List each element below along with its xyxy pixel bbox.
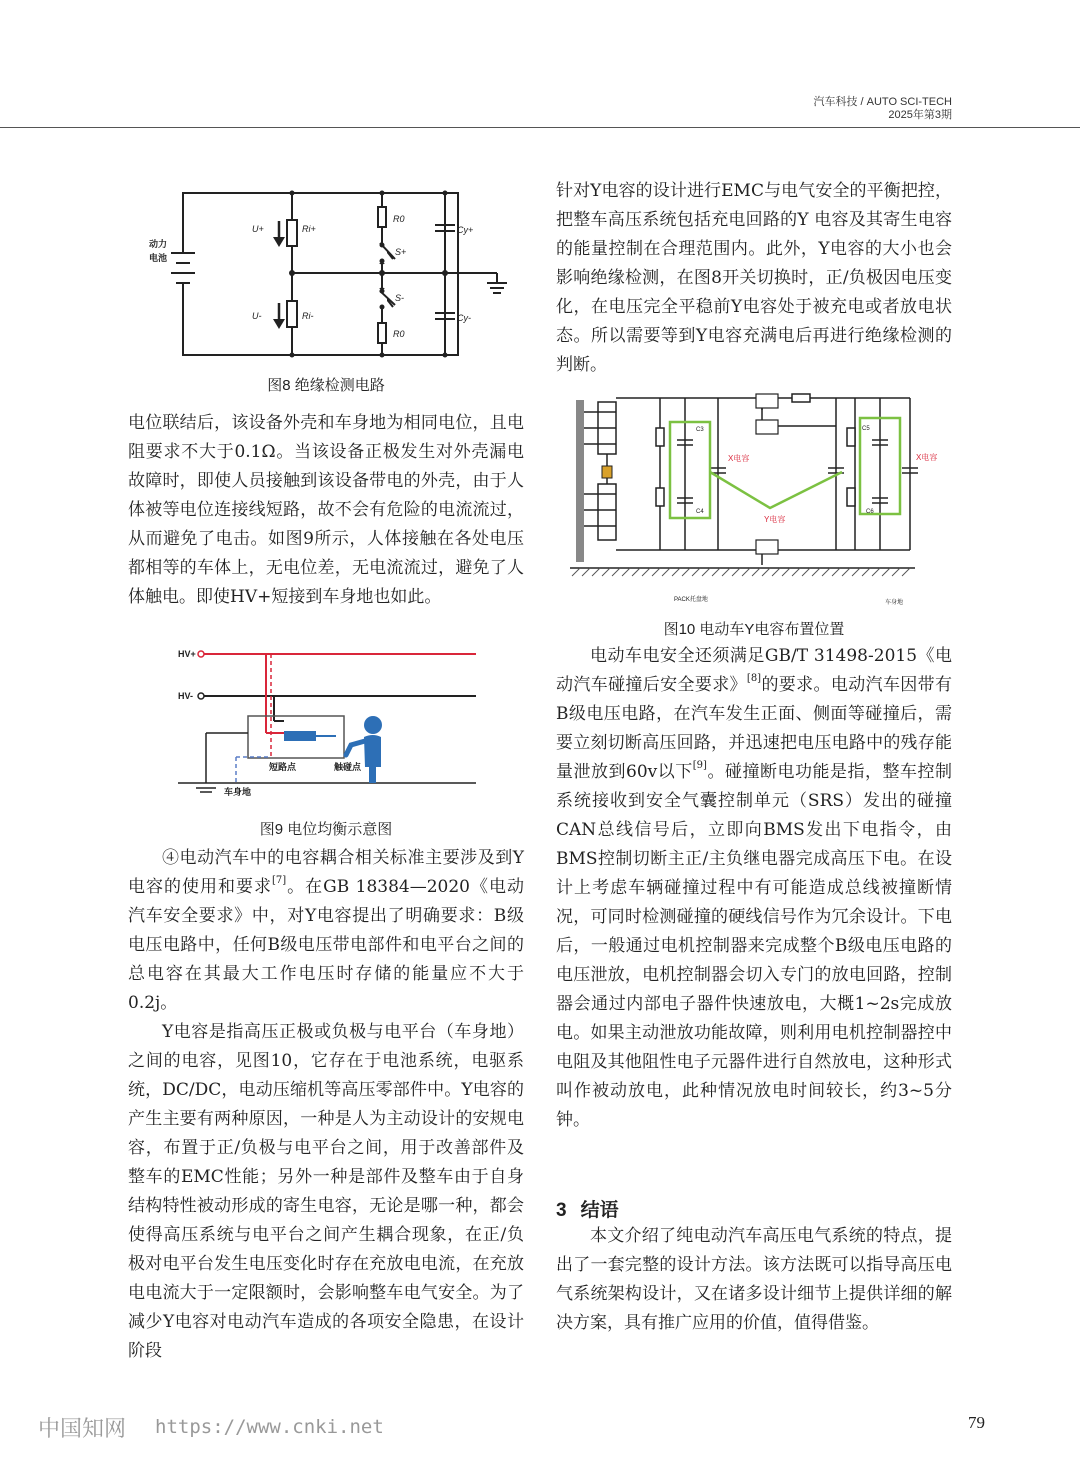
left-column-block-1 bbox=[128, 409, 524, 612]
left-paragraph-3: Y电容是指高压正极或负极与电平台（车身地）之间的电容，见图10，它存在于电池系统，电驱系统，DC/DC，电动压缩机等高压零部件中。Y电容的产生主要有两种原因，一种是人为主动设计的安规电容，布置于正/负极与电平台之间，用于改善部件及整车的EMC性能；另外一种是部件及整车由于自身结构特性被动形成的寄生电容，无论是哪一种，都会使得高压系统与电平台之间产生耦合现象，在正/负极对电平台发生电压变化时存在充放电电流，在充放电电流大于一定限额时，会影响整车电气安全。为了减少Y电容对电动汽车造成的各项安全隐患，在设计阶段 bbox=[128, 1022, 524, 1361]
right-p2-text-b: 的要求。电动汽车因带有B级电压电路，在汽车发生正面、侧面等碰撞后，需要立刻切断高压回路，并迅速把电压电路中的残存能量泄放到60v以下 bbox=[556, 675, 953, 782]
fig8-cy-plus: Cy+ bbox=[457, 225, 474, 235]
fig8-u-plus: U+ bbox=[252, 224, 264, 234]
figure-8-caption: 图8 绝缘检测电路 bbox=[267, 377, 385, 394]
fig9-hv-minus: HV- bbox=[178, 691, 194, 701]
fig10-c3: C3 bbox=[696, 427, 704, 433]
citation-7: [7] bbox=[272, 875, 287, 886]
right-column-block-1 bbox=[556, 177, 952, 380]
conclusion-paragraph: 本文介绍了纯电动汽车高压电气系统的特点，提出了一套完整的设计方法。该方法既可以指导高压电气系统架构设计，又在诸多设计细节上提供详细的解决方案，具有推广应用的价值，值得借鉴。 bbox=[556, 1226, 952, 1333]
left-column-block-2 bbox=[128, 844, 524, 1366]
section-heading bbox=[556, 1195, 633, 1222]
right-paragraph-1: 针对Y电容的设计进行EMC与电气安全的平衡把控，把整车高压系统包括充电回路的Y 电容及其寄生电容的能量控制在合理范围内。此外，Y电容的大小也会影响绝缘检测，在图8开关切换时，正/负极因电压变化，在电压完全平稳前Y电容处于被充电或者放电状态。所以需要等到Y电容充满电后再进行绝缘检测的判断。 bbox=[556, 181, 952, 375]
fig8-ri-plus: Ri+ bbox=[302, 224, 316, 234]
header-rule bbox=[0, 127, 1080, 128]
fig8-battery-label-2: 电池 bbox=[149, 253, 168, 263]
right-p2-text-c: 。碰撞断电功能是指，整车控制系统接收到安全气囊控制单元（SRS）发出的碰撞CAN总线信号后，立即向BMS发出下电指令，由BMS控制切断主正/主负继电器完成高压下电。在设计上考虑车辆碰撞过程中有可能造成总线被撞断情况，可同时检测碰撞的硬线信号作为冗余设计。下电后，一般通过电机控制器来完成整个B级电压电路的电压泄放，电机控制器会切入专门的放电回路，控制器会通过内部电子器件快速放电，大概1~2s完成放电。如果主动泄放功能故障，则利用电机控制器控中电阻及其他阻性电子元器件进行自然放电，这种形式叫作被动放电，此种情况放电时间较长，约3~5分钟。 bbox=[556, 762, 952, 1130]
running-header bbox=[813, 96, 952, 122]
fig8-u-minus: U- bbox=[252, 311, 262, 321]
fig9-body-ground: 车身地 bbox=[224, 787, 252, 797]
figure-10-y-capacitor-layout bbox=[570, 390, 945, 610]
left-p2-text-a: ④电动汽车中的电容耦合相关标准主要涉及到Y电容的使用和要求 bbox=[128, 848, 524, 897]
page-number: 79 bbox=[968, 1413, 985, 1432]
fig8-s-plus: S+ bbox=[395, 247, 407, 257]
left-paragraph-2 bbox=[128, 844, 524, 1018]
right-column-block-2 bbox=[556, 642, 952, 1135]
fig10-pack-ground: PACK托盘地 bbox=[674, 597, 708, 603]
fig8-battery-label-1: 动力 bbox=[149, 239, 168, 249]
left-p2-text-b: 。在GB 18384—2020《电动汽车安全要求》中，对Y电容提出了明确要求：B级电压电路中，任何B级电压带电部件和电平台之间的总电容在其最大工作电压时存储的能量应不大于0.2j。 bbox=[128, 877, 524, 1013]
figure-9-potential-equalization bbox=[176, 645, 486, 800]
fig8-r0-top: R0 bbox=[393, 214, 405, 224]
fig10-x-cap-left: X电容 bbox=[728, 454, 750, 463]
fig8-ri-minus: Ri- bbox=[302, 311, 314, 321]
fig10-y-cap: Y电容 bbox=[764, 515, 786, 524]
right-p2-text-a: 电动车电安全还须满足GB/T 31498-2015《电动汽车碰撞后安全要求》 bbox=[556, 646, 952, 695]
citation-8: [8] bbox=[746, 673, 762, 684]
cnki-url[interactable]: https://www.cnki.net bbox=[155, 1416, 384, 1438]
figure-8-insulation-circuit bbox=[145, 185, 510, 363]
fig9-short-point: 短路点 bbox=[269, 762, 297, 772]
cnki-logo: 中国知网 bbox=[38, 1417, 127, 1442]
left-paragraph-1: 电位联结后，该设备外壳和车身地为相同电位，且电阻要求不大于0.1Ω。当该设备正极发生对外壳漏电故障时，即使人员接触到该设备带电的外壳，由于人体被等电位连接线短路，故不会有危险的电流流过，从而避免了电击。如图9所示，人体接触在各处电压都相等的车体上，无电位差，无电流流过，避免了人体触电。即使HV+短接到车身地也如此。 bbox=[128, 413, 524, 607]
issue-number: 2025年第3期 bbox=[888, 109, 952, 121]
journal-name: 汽车科技 / AUTO SCI-TECH bbox=[813, 96, 952, 108]
fig8-s-minus: S- bbox=[395, 293, 404, 303]
fig10-c4: C4 bbox=[696, 509, 704, 515]
fig9-touch-point: 触碰点 bbox=[334, 762, 362, 772]
right-column-block-3 bbox=[556, 1222, 952, 1338]
fig10-body-ground: 车身地 bbox=[885, 600, 904, 606]
figure-9-caption: 图9 电位均衡示意图 bbox=[259, 821, 393, 838]
section-number: 3 bbox=[556, 1200, 567, 1221]
fig8-r0-bottom: R0 bbox=[393, 329, 405, 339]
fig9-hv-plus: HV+ bbox=[178, 649, 196, 659]
fig8-cy-minus: Cy- bbox=[457, 313, 471, 323]
fig10-c6: C6 bbox=[866, 509, 874, 515]
citation-9: [9] bbox=[692, 760, 707, 771]
right-paragraph-2 bbox=[556, 642, 952, 1135]
fig10-c5: C5 bbox=[862, 426, 870, 432]
fig10-x-cap-right: X电容 bbox=[916, 453, 938, 462]
section-title: 结语 bbox=[580, 1200, 619, 1221]
figure-10-caption: 图10 电动车Y电容布置位置 bbox=[663, 621, 845, 638]
